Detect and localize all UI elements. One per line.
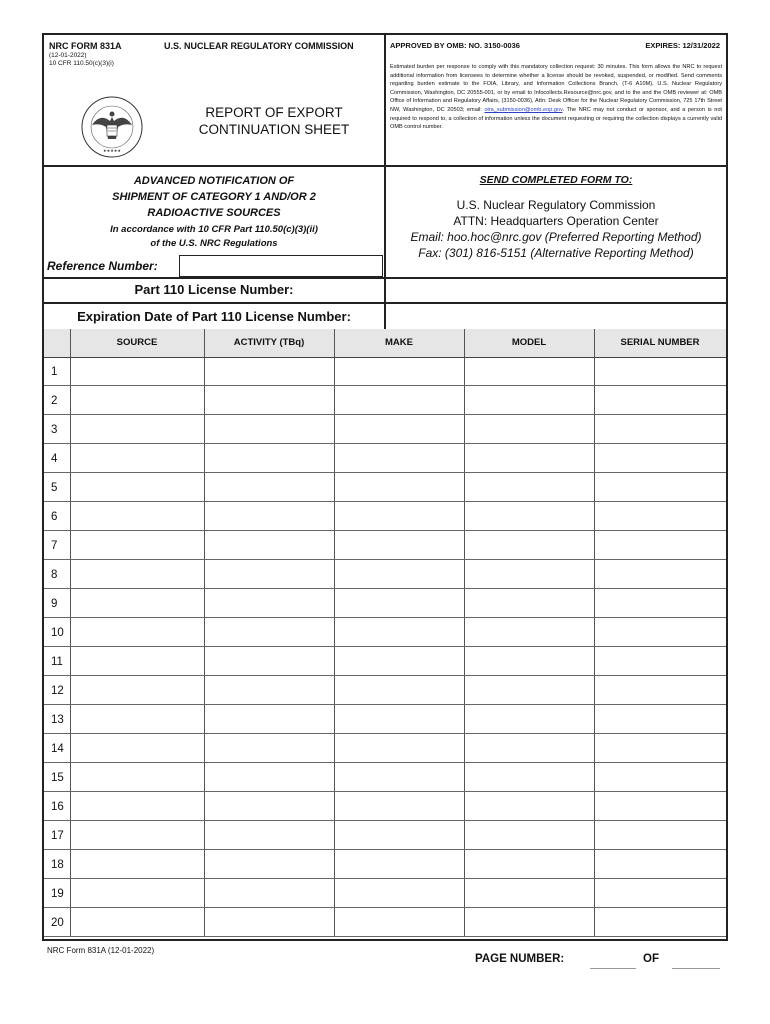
cell-model[interactable] xyxy=(465,734,594,762)
cell-model[interactable] xyxy=(465,502,594,530)
cell-make[interactable] xyxy=(335,647,464,675)
cell-model[interactable] xyxy=(465,560,594,588)
cell-source[interactable] xyxy=(71,415,204,443)
column-header-source: SOURCE xyxy=(116,337,158,348)
cell-source[interactable] xyxy=(71,908,204,936)
cell-source[interactable] xyxy=(71,850,204,878)
cell-source[interactable] xyxy=(71,676,204,704)
cell-serial-number[interactable] xyxy=(595,792,726,820)
report-title-line2: CONTINUATION SHEET xyxy=(198,122,350,137)
cell-model[interactable] xyxy=(465,763,594,791)
cell-make[interactable] xyxy=(335,879,464,907)
row-number: 15 xyxy=(51,772,64,784)
row-number: 11 xyxy=(51,656,63,668)
cell-source[interactable] xyxy=(71,502,204,530)
cell-model[interactable] xyxy=(465,850,594,878)
burden-text-end: . The NRC may not conduct or sponsor, and a person is not required to respond to, a collection of information unless the document requesting or requiring the collection displays a currently valid OMB control number. xyxy=(390,106,722,131)
cell-source[interactable] xyxy=(71,531,204,559)
cell-serial-number[interactable] xyxy=(595,560,726,588)
cell-make[interactable] xyxy=(335,908,464,936)
row-number: 10 xyxy=(51,627,64,639)
cell-make[interactable] xyxy=(335,792,464,820)
advance-notice-heading xyxy=(44,173,384,221)
cell-serial-number[interactable] xyxy=(595,850,726,878)
cell-activity[interactable] xyxy=(205,531,334,559)
license-number-label: Part 110 License Number: xyxy=(44,277,386,302)
notice-heading-line1: ADVANCED NOTIFICATION OF xyxy=(133,175,295,187)
cell-activity[interactable] xyxy=(205,821,334,849)
page-number-label: PAGE NUMBER: xyxy=(475,953,565,965)
cell-model[interactable] xyxy=(465,415,594,443)
cell-source[interactable] xyxy=(71,589,204,617)
reference-number-field[interactable] xyxy=(179,255,383,277)
cell-model[interactable] xyxy=(465,821,594,849)
cell-activity[interactable] xyxy=(205,647,334,675)
cell-serial-number[interactable] xyxy=(595,444,726,472)
cell-activity[interactable] xyxy=(205,618,334,646)
cell-source[interactable] xyxy=(71,560,204,588)
send-to-panel xyxy=(386,165,726,277)
cell-make[interactable] xyxy=(335,531,464,559)
cell-activity[interactable] xyxy=(205,357,334,385)
license-number-field[interactable] xyxy=(386,277,726,302)
send-to-fax: Fax: (301) 816-5151 (Alternative Reporting Method) xyxy=(418,246,694,260)
row-number: 6 xyxy=(51,511,58,523)
cell-activity[interactable] xyxy=(205,502,334,530)
cell-serial-number[interactable] xyxy=(595,502,726,530)
cell-model[interactable] xyxy=(465,473,594,501)
cell-source[interactable] xyxy=(71,647,204,675)
cell-make[interactable] xyxy=(335,560,464,588)
table-row xyxy=(44,763,726,792)
svg-text:★★★★★: ★★★★★ xyxy=(103,148,121,153)
cell-source[interactable] xyxy=(71,618,204,646)
expiration-notice: EXPIRES: 12/31/2022 xyxy=(645,41,720,50)
row-number: 2 xyxy=(51,395,58,407)
cell-make[interactable] xyxy=(335,821,464,849)
cell-model[interactable] xyxy=(465,908,594,936)
reference-number-label: Reference Number: xyxy=(47,259,158,273)
header-right xyxy=(386,35,726,165)
table-row xyxy=(44,415,726,444)
cell-serial-number[interactable] xyxy=(595,415,726,443)
table-row xyxy=(44,502,726,531)
cell-model[interactable] xyxy=(465,705,594,733)
table-row xyxy=(44,908,726,937)
notice-section xyxy=(44,165,726,279)
cell-serial-number[interactable] xyxy=(595,589,726,617)
column-header-model: MODEL xyxy=(511,337,547,348)
cell-model[interactable] xyxy=(465,792,594,820)
cell-make[interactable] xyxy=(335,502,464,530)
report-form xyxy=(42,33,728,941)
cell-activity[interactable] xyxy=(205,763,334,791)
cell-activity[interactable] xyxy=(205,734,334,762)
cell-serial-number[interactable] xyxy=(595,531,726,559)
row-number: 12 xyxy=(51,685,64,697)
send-to-email: Email: hoo.hoc@nrc.gov (Preferred Reporting Method) xyxy=(410,230,702,244)
row-number: 20 xyxy=(51,917,64,929)
send-to-attention: ATTN: Headquarters Operation Center xyxy=(453,214,659,228)
cell-serial-number[interactable] xyxy=(595,705,726,733)
table-row xyxy=(44,647,726,676)
row-number: 16 xyxy=(51,801,64,813)
cell-source[interactable] xyxy=(71,821,204,849)
advance-notice-panel xyxy=(44,165,386,277)
cell-source[interactable] xyxy=(71,763,204,791)
page-number-field[interactable] xyxy=(590,968,636,969)
row-number: 5 xyxy=(51,482,58,494)
column-header-serial-number: SERIAL NUMBER xyxy=(620,337,700,348)
cell-model[interactable] xyxy=(465,589,594,617)
row-number: 9 xyxy=(51,598,58,610)
regulation-line1: In accordance with 10 CFR Part 110.50(c)(3)(ii) xyxy=(110,224,318,235)
cell-source[interactable] xyxy=(71,444,204,472)
table-row xyxy=(44,473,726,502)
cell-serial-number[interactable] xyxy=(595,618,726,646)
cell-activity[interactable] xyxy=(205,444,334,472)
cell-make[interactable] xyxy=(335,473,464,501)
cell-source[interactable] xyxy=(71,473,204,501)
cell-model[interactable] xyxy=(465,618,594,646)
cell-serial-number[interactable] xyxy=(595,734,726,762)
cell-activity[interactable] xyxy=(205,705,334,733)
table-row xyxy=(44,444,726,473)
table-row xyxy=(44,589,726,618)
row-number: 4 xyxy=(51,453,58,465)
form-number: NRC FORM 831A xyxy=(49,41,122,51)
cell-serial-number[interactable] xyxy=(595,473,726,501)
notice-heading-line2: SHIPMENT OF CATEGORY 1 AND/OR 2 xyxy=(112,191,316,203)
row-number: 8 xyxy=(51,569,58,581)
omb-approval: APPROVED BY OMB: NO. 3150-0036 xyxy=(390,41,520,50)
footer-form-id: NRC Form 831A (12-01-2022) xyxy=(47,946,155,955)
cell-activity[interactable] xyxy=(205,792,334,820)
cell-serial-number[interactable] xyxy=(595,908,726,936)
cell-make[interactable] xyxy=(335,850,464,878)
column-header-activity: ACTIVITY (TBq) xyxy=(233,337,305,348)
burden-statement xyxy=(390,63,722,132)
page-total-field[interactable] xyxy=(672,968,720,969)
report-title xyxy=(174,104,374,138)
cfr-reference: 10 CFR 110.50(c)(3)(i) xyxy=(49,60,114,67)
burden-text: Estimated burden per response to comply with this mandatory collection request: 30 minutes. This form allows the NRC to request additional information from licensees to determine whether a license should be revoked, suspended, or modified. Send comments regarding burden estimate to the FOIA, Library, and Information Collections Branch, (T-6 A10M), U.S. Nuclear Regulatory Commission, Washington, DC 20555-001, or by email to Infocollects.Resource@nrc.gov, and to the and the OMB reviewer at: OMB Office of Information and Regulatory Affairs, (3150-0036), Attn: Desk Officer for the Nuclear Regulatory Commission, 725 17th Street NW, Washington, DC 20503; email: xyxy=(390,64,722,113)
cell-activity[interactable] xyxy=(205,473,334,501)
cell-make[interactable] xyxy=(335,676,464,704)
cell-activity[interactable] xyxy=(205,908,334,936)
license-expiration-label: Expiration Date of Part 110 License Number: xyxy=(44,304,386,329)
table-row xyxy=(44,560,726,589)
notice-heading-line3: RADIOACTIVE SOURCES xyxy=(147,207,281,219)
cell-serial-number[interactable] xyxy=(595,357,726,385)
cell-serial-number[interactable] xyxy=(595,676,726,704)
cell-model[interactable] xyxy=(465,647,594,675)
license-expiration-field[interactable] xyxy=(386,304,726,329)
cell-source[interactable] xyxy=(71,705,204,733)
cell-make[interactable] xyxy=(335,357,464,385)
cell-make[interactable] xyxy=(335,589,464,617)
cell-source[interactable] xyxy=(71,879,204,907)
cell-activity[interactable] xyxy=(205,589,334,617)
send-to-agency: U.S. Nuclear Regulatory Commission xyxy=(456,198,656,212)
cell-source[interactable] xyxy=(71,357,204,385)
table-row xyxy=(44,850,726,879)
cell-activity[interactable] xyxy=(205,386,334,414)
table-row xyxy=(44,386,726,415)
table-header xyxy=(44,329,726,358)
table-row xyxy=(44,357,726,386)
report-title-line1: REPORT OF EXPORT xyxy=(205,105,343,120)
table-row xyxy=(44,879,726,908)
table-row xyxy=(44,821,726,850)
cell-activity[interactable] xyxy=(205,415,334,443)
cell-serial-number[interactable] xyxy=(595,821,726,849)
form-header xyxy=(44,35,726,167)
cell-make[interactable] xyxy=(335,444,464,472)
row-number: 1 xyxy=(51,366,58,378)
cell-make[interactable] xyxy=(335,763,464,791)
cell-source[interactable] xyxy=(71,386,204,414)
cell-model[interactable] xyxy=(465,444,594,472)
row-number: 7 xyxy=(51,540,58,552)
row-number: 17 xyxy=(51,830,64,842)
cell-model[interactable] xyxy=(465,676,594,704)
cell-activity[interactable] xyxy=(205,879,334,907)
cell-activity[interactable] xyxy=(205,676,334,704)
row-number: 18 xyxy=(51,859,64,871)
regulation-reference xyxy=(44,223,384,251)
cell-model[interactable] xyxy=(465,386,594,414)
agency-name: U.S. NUCLEAR REGULATORY COMMISSION xyxy=(164,41,354,51)
table-row xyxy=(44,792,726,821)
oira-email-link[interactable]: oira_submission@omb.eop.gov xyxy=(484,106,563,113)
row-number: 3 xyxy=(51,424,58,436)
cell-make[interactable] xyxy=(335,386,464,414)
cell-model[interactable] xyxy=(465,879,594,907)
row-number: 19 xyxy=(51,888,64,900)
column-header-make: MAKE xyxy=(385,337,413,348)
form-date: (12-01-2022) xyxy=(49,52,87,59)
table-row xyxy=(44,734,726,763)
cell-serial-number[interactable] xyxy=(595,763,726,791)
cell-make[interactable] xyxy=(335,705,464,733)
header-left xyxy=(44,35,386,165)
cell-make[interactable] xyxy=(335,415,464,443)
table-row xyxy=(44,618,726,647)
cell-serial-number[interactable] xyxy=(595,386,726,414)
cell-source[interactable] xyxy=(71,792,204,820)
cell-source[interactable] xyxy=(71,734,204,762)
license-expiration-row xyxy=(44,304,726,331)
regulation-line2: of the U.S. NRC Regulations xyxy=(150,238,278,249)
cell-make[interactable] xyxy=(335,734,464,762)
cell-model[interactable] xyxy=(465,357,594,385)
cell-serial-number[interactable] xyxy=(595,647,726,675)
cell-activity[interactable] xyxy=(205,560,334,588)
row-number: 14 xyxy=(51,743,64,755)
row-number: 13 xyxy=(51,714,64,726)
license-number-row xyxy=(44,277,726,304)
table-row xyxy=(44,705,726,734)
table-row xyxy=(44,531,726,560)
cell-activity[interactable] xyxy=(205,850,334,878)
table-row xyxy=(44,676,726,705)
cell-serial-number[interactable] xyxy=(595,879,726,907)
cell-model[interactable] xyxy=(465,531,594,559)
nrc-seal-icon xyxy=(80,95,144,159)
cell-make[interactable] xyxy=(335,618,464,646)
page-of-label: OF xyxy=(643,953,659,965)
send-to-heading: SEND COMPLETED FORM TO: xyxy=(479,174,633,186)
